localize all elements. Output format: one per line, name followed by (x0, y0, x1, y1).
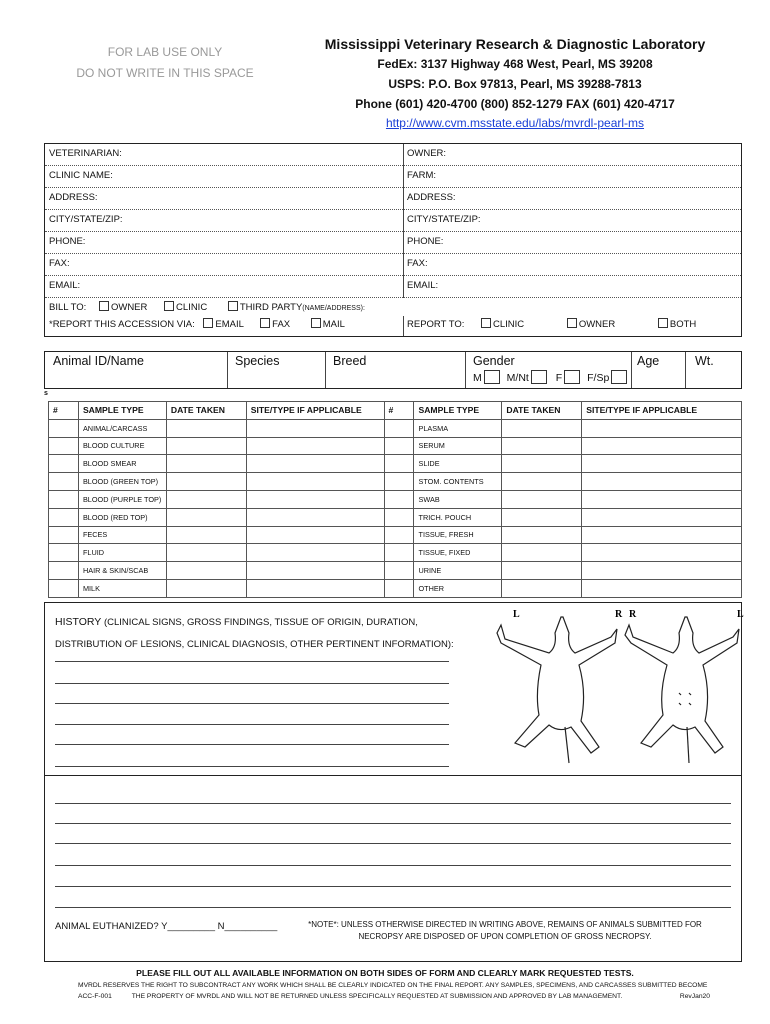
table-row (49, 455, 742, 473)
date-taken-cell[interactable] (166, 437, 246, 455)
contact-row (45, 254, 741, 276)
diagram-label-r1: R (615, 609, 623, 620)
vet-fax-field[interactable]: FAX: (49, 258, 70, 269)
species-field[interactable]: Species (235, 354, 280, 368)
diagram-label-r2: R (629, 609, 637, 620)
gender-mnt-checkbox[interactable] (531, 370, 547, 384)
report-clinic-checkbox[interactable] (481, 318, 491, 328)
bill-clinic-checkbox[interactable] (164, 301, 174, 311)
sample-type-cell: BLOOD (PURPLE TOP) (78, 490, 166, 508)
site-type-cell[interactable] (246, 473, 384, 491)
sample-type-cell: STOM. CONTENTS (414, 473, 502, 491)
sample-num-cell[interactable] (49, 544, 79, 562)
sample-num-cell[interactable] (49, 562, 79, 580)
gender-f-checkbox[interactable] (564, 370, 580, 384)
right-view-outline (625, 617, 739, 763)
site-type-cell[interactable] (582, 490, 742, 508)
sample-type-cell: URINE (414, 562, 502, 580)
site-type-cell[interactable] (582, 544, 742, 562)
sample-num-cell[interactable] (49, 437, 79, 455)
age-field[interactable]: Age (637, 354, 660, 368)
owner-field[interactable]: OWNER: (407, 148, 447, 159)
vet-city-field[interactable]: CITY/STATE/ZIP: (49, 214, 123, 225)
bill-third-party-label: THIRD PARTY (239, 302, 303, 313)
date-taken-cell[interactable] (166, 579, 246, 597)
diagram-label-l2: L (737, 609, 744, 620)
owner-email-field[interactable]: EMAIL: (407, 280, 439, 291)
sample-num-cell[interactable] (49, 508, 79, 526)
sample-num-cell[interactable] (384, 419, 414, 437)
sample-num-cell[interactable] (384, 437, 414, 455)
usps-address: USPS: P.O. Box 97813, Pearl, MS 39288-7813 (388, 77, 642, 91)
site-type-cell[interactable] (582, 579, 742, 597)
via-mail-label: MAIL (322, 319, 345, 330)
site-type-cell[interactable] (246, 544, 384, 562)
col-num-2: # (384, 402, 414, 420)
date-taken-cell[interactable] (502, 508, 582, 526)
report-owner-label: OWNER (578, 319, 616, 330)
date-taken-cell[interactable] (166, 455, 246, 473)
necropsy-note: *NOTE*: UNLESS OTHERWISE DIRECTED IN WRITING ABOVE, REMAINS OF ANIMALS SUBMITTED FOR NECROPSY ARE DISPOSED OF UPON COMPLETION OF GROSS NECROPSY. (308, 920, 702, 941)
sample-type-cell: PLASMA (414, 419, 502, 437)
footer-instructions: PLEASE FILL OUT ALL AVAILABLE INFORMATION ON BOTH SIDES OF FORM AND CLEARLY MARK REQUESTED TESTS. (136, 968, 634, 978)
date-taken-cell[interactable] (166, 562, 246, 580)
left-view-outline (497, 617, 617, 763)
sample-num-cell[interactable] (384, 508, 414, 526)
sample-num-cell[interactable] (384, 526, 414, 544)
form-code: ACC-F-001 (78, 993, 112, 1000)
report-to-label: REPORT TO: (407, 319, 465, 330)
date-taken-cell[interactable] (166, 473, 246, 491)
col-sample-type-2: SAMPLE TYPE (414, 402, 502, 420)
samples-header-row (49, 402, 742, 420)
sample-num-cell[interactable] (49, 473, 79, 491)
date-taken-cell[interactable] (502, 419, 582, 437)
sample-num-cell[interactable] (49, 526, 79, 544)
lab-title: Mississippi Veterinary Research & Diagnostic Laboratory (324, 36, 706, 52)
table-row (49, 544, 742, 562)
date-taken-cell[interactable] (166, 419, 246, 437)
sample-type-cell: SERUM (414, 437, 502, 455)
report-both-checkbox[interactable] (658, 318, 668, 328)
col-site-type: SITE/TYPE IF APPLICABLE (246, 402, 384, 420)
sample-num-cell[interactable] (384, 455, 414, 473)
gender-f-label: F (555, 372, 563, 384)
table-row (49, 562, 742, 580)
sample-type-cell: SWAB (414, 490, 502, 508)
sample-type-cell: FLUID (78, 544, 166, 562)
date-taken-cell[interactable] (502, 455, 582, 473)
date-taken-cell[interactable] (502, 544, 582, 562)
history-label (55, 611, 455, 656)
sample-num-cell[interactable] (384, 490, 414, 508)
date-taken-cell[interactable] (166, 526, 246, 544)
table-row (49, 526, 742, 544)
sample-num-cell[interactable] (49, 419, 79, 437)
sample-num-cell[interactable] (384, 579, 414, 597)
contact-block (44, 143, 742, 337)
date-taken-cell[interactable] (502, 562, 582, 580)
table-row (49, 579, 742, 597)
site-type-cell[interactable] (582, 455, 742, 473)
fedex-address: FedEx: 3137 Highway 468 West, Pearl, MS 39208 (377, 57, 653, 71)
table-row (49, 473, 742, 491)
via-email-label: EMAIL (215, 319, 244, 330)
via-email-checkbox[interactable] (203, 318, 213, 328)
sample-type-cell: HAIR & SKIN/SCAB (78, 562, 166, 580)
site-type-cell[interactable] (582, 437, 742, 455)
bill-owner-label: OWNER (110, 302, 148, 313)
lab-use-line-2: DO NOT WRITE IN THIS SPACE (76, 66, 254, 80)
lab-url-link[interactable]: http://www.cvm.msstate.edu/labs/mvrdl-pearl-ms (385, 116, 645, 130)
sample-type-cell: FECES (78, 526, 166, 544)
clinic-name-field[interactable]: CLINIC NAME: (49, 170, 113, 181)
report-via-label: *REPORT THIS ACCESSION VIA: (49, 319, 195, 330)
report-both-label: BOTH (669, 319, 697, 330)
lab-header (300, 34, 730, 132)
sample-type-cell: TRICH. POUCH (414, 508, 502, 526)
date-taken-cell[interactable] (166, 490, 246, 508)
site-type-cell[interactable] (582, 473, 742, 491)
bill-to-row (49, 301, 365, 313)
site-type-cell[interactable] (246, 455, 384, 473)
via-fax-label: FAX (272, 319, 291, 330)
sample-type-cell: BLOOD SMEAR (78, 455, 166, 473)
sample-type-cell: TISSUE, FIXED (414, 544, 502, 562)
history-box (44, 602, 742, 962)
table-row (49, 437, 742, 455)
site-type-cell[interactable] (246, 437, 384, 455)
gender-mnt-label: M/Nt (506, 372, 529, 384)
report-to-row (407, 318, 696, 330)
sample-type-cell: TISSUE, FRESH (414, 526, 502, 544)
site-type-cell[interactable] (246, 562, 384, 580)
owner-city-field[interactable]: CITY/STATE/ZIP: (407, 214, 481, 225)
vet-email-field[interactable]: EMAIL: (49, 280, 81, 291)
veterinarian-field[interactable]: VETERINARIAN: (49, 148, 122, 159)
table-row (49, 508, 742, 526)
sample-num-cell[interactable] (49, 455, 79, 473)
owner-phone-field[interactable]: PHONE: (407, 236, 444, 247)
col-date-taken-2: DATE TAKEN (502, 402, 582, 420)
sample-type-cell: SLIDE (414, 455, 502, 473)
animal-info-row (44, 351, 742, 389)
site-type-cell[interactable] (246, 490, 384, 508)
sample-num-cell[interactable] (49, 490, 79, 508)
gender-options (473, 370, 627, 384)
vet-address-field[interactable]: ADDRESS: (49, 192, 98, 203)
col-site-type-2: SITE/TYPE IF APPLICABLE (582, 402, 742, 420)
sample-num-cell[interactable] (384, 544, 414, 562)
history-detail: (CLINICAL SIGNS, GROSS FINDINGS, TISSUE OF ORIGIN, DURATION, DISTRIBUTION OF LESIONS, CLINICAL DIAGNOSIS, OTHER PERTINENT INFORMATION): (55, 617, 454, 650)
site-type-cell[interactable] (582, 526, 742, 544)
gender-label: Gender (473, 354, 515, 368)
date-taken-cell[interactable] (502, 526, 582, 544)
third-party-note: (NAME/ADDRESS): (302, 305, 365, 312)
gender-fsp-label: F/Sp (587, 372, 610, 384)
contact-row (45, 210, 741, 232)
sample-type-cell: BLOOD (RED TOP) (78, 508, 166, 526)
site-type-cell[interactable] (246, 579, 384, 597)
revision-label: RevJan20 (679, 993, 710, 1000)
date-taken-cell[interactable] (502, 579, 582, 597)
table-row (49, 490, 742, 508)
weight-field[interactable]: Wt. (695, 354, 714, 368)
report-via-row (49, 318, 345, 330)
sample-type-cell: ANIMAL/CARCASS (78, 419, 166, 437)
site-type-cell[interactable] (582, 562, 742, 580)
date-taken-cell[interactable] (502, 437, 582, 455)
via-mail-checkbox[interactable] (311, 318, 321, 328)
lab-use-line-1: FOR LAB USE ONLY (107, 45, 223, 59)
via-fax-checkbox[interactable] (260, 318, 270, 328)
site-type-cell[interactable] (582, 419, 742, 437)
footer-line-1: MVRDL RESERVES THE RIGHT TO SUBCONTRACT ANY WORK WHICH SHALL BE CLEARLY INDICATED ON THE FINAL REPORT. ANY SAMPLES, SPECIMENS, AND CARCASSES SUBMITTED BECOME (78, 982, 708, 989)
bill-to-label: BILL TO: (49, 302, 87, 313)
contact-row (45, 188, 741, 210)
sample-type-cell: BLOOD (GREEN TOP) (78, 473, 166, 491)
breed-field[interactable]: Breed (333, 354, 367, 368)
contact-row (45, 276, 741, 298)
lab-use-notice (60, 42, 270, 84)
euthanized-field[interactable]: ANIMAL EUTHANIZED? Y_________ N__________ (55, 921, 278, 932)
owner-address-field[interactable]: ADDRESS: (407, 192, 456, 203)
report-owner-checkbox[interactable] (567, 318, 577, 328)
col-sample-type: SAMPLE TYPE (78, 402, 166, 420)
sample-type-cell: MILK (78, 579, 166, 597)
sample-type-cell: OTHER (414, 579, 502, 597)
sample-type-cell: BLOOD CULTURE (78, 437, 166, 455)
sample-num-cell[interactable] (384, 562, 414, 580)
report-clinic-label: CLINIC (493, 319, 525, 330)
bill-clinic-label: CLINIC (176, 302, 208, 313)
gender-fsp-checkbox[interactable] (611, 370, 627, 384)
gender-m-label: M (473, 372, 482, 384)
site-type-cell[interactable] (246, 526, 384, 544)
footer-line-2: THE PROPERTY OF MVRDL AND WILL NOT BE RETURNED UNLESS SPECIFICALLY REQUESTED AT SUBMISSION AND APPROVED BY LAB MANAGEMENT. (131, 993, 623, 1000)
date-taken-cell[interactable] (166, 508, 246, 526)
stray-mark: s (44, 390, 48, 397)
site-type-cell[interactable] (582, 508, 742, 526)
col-date-taken: DATE TAKEN (166, 402, 246, 420)
owner-fax-field[interactable]: FAX: (407, 258, 428, 269)
history-title: HISTORY (55, 616, 102, 628)
date-taken-cell[interactable] (166, 544, 246, 562)
sample-num-cell[interactable] (49, 579, 79, 597)
bill-owner-checkbox[interactable] (99, 301, 109, 311)
animal-id-field[interactable]: Animal ID/Name (53, 354, 144, 368)
site-type-cell[interactable] (246, 508, 384, 526)
date-taken-cell[interactable] (502, 473, 582, 491)
footer-disclaimer (78, 980, 718, 1002)
sample-num-cell[interactable] (384, 473, 414, 491)
contact-row (45, 144, 741, 166)
diagram-label-l1: L (513, 609, 520, 620)
phone-line: Phone (601) 420-4700 (800) 852-1279 FAX (601) 420-4717 (355, 97, 675, 111)
site-type-cell[interactable] (246, 419, 384, 437)
bill-third-party-checkbox[interactable] (228, 301, 238, 311)
vet-phone-field[interactable]: PHONE: (49, 236, 86, 247)
farm-field[interactable]: FARM: (407, 170, 437, 181)
col-num: # (49, 402, 79, 420)
table-row (49, 419, 742, 437)
samples-table (48, 401, 742, 598)
contact-row (45, 166, 741, 188)
contact-row (45, 232, 741, 254)
body-diagram (475, 603, 744, 773)
gender-m-checkbox[interactable] (484, 370, 500, 384)
date-taken-cell[interactable] (502, 490, 582, 508)
